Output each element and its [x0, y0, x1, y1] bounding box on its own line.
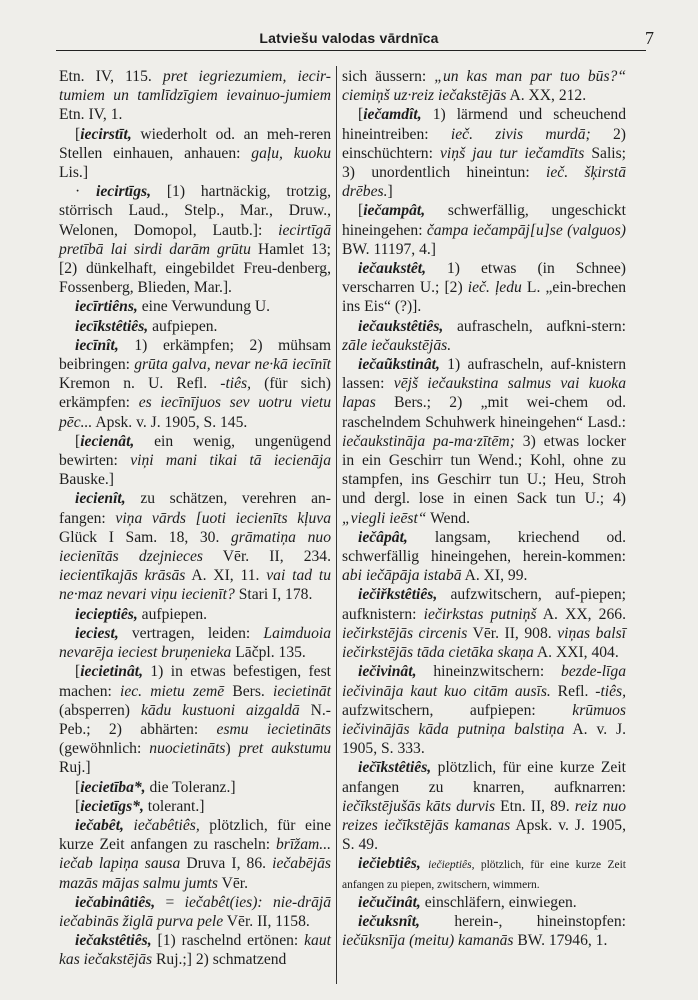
dictionary-entry: [59, 182, 331, 297]
dictionary-entry: [342, 662, 626, 758]
entry-text: ieč. ļedu: [467, 279, 522, 297]
entry-text: krūmuos iečivinājās kāda putniņa balstiņa: [342, 701, 626, 738]
entry-text: ·: [75, 183, 97, 201]
entry-text: N.-Peb.; 2) abhärten:: [59, 701, 331, 738]
entry-text: plötzlich, für eine kurze Zeit anfangen zu knarren, aufknarren:: [342, 759, 626, 796]
entry-text: Lāčpl. 135.: [231, 644, 306, 662]
headword: iečivinât,: [358, 663, 417, 681]
entry-text: reiz nuo reizes iečīkstējās kamanas: [342, 797, 626, 834]
entry-text: aufpiepen.: [148, 317, 218, 335]
entry-text: zu schätzen, verehren an-fangen:: [59, 490, 331, 527]
entry-text: (gewöhnlich:: [59, 740, 150, 758]
entry-text: -tiês,: [595, 682, 627, 700]
left-column: [59, 67, 331, 970]
entry-text: A. v. J. 1905, S. 333.: [342, 720, 626, 758]
dictionary-entry: [342, 854, 626, 892]
entry-text: Salis; 3) unordentlich hineintun:: [342, 144, 627, 182]
entry-text: 1) aufrascheln, auf-knistern lassen:: [342, 356, 626, 393]
entry-text: „viegli ieēst“: [342, 509, 427, 527]
headword: iečampât,: [363, 202, 426, 220]
entry-text: die Toleranz.]: [145, 778, 236, 796]
headword: iecirtīgs,: [96, 183, 152, 201]
entry-text: Vēr.: [218, 874, 249, 892]
entry-text: plötzlich, für eine kurze Zeit anfangen zu rascheln:: [59, 816, 332, 854]
headword: iečaukstêtiês,: [358, 317, 444, 335]
dictionary-entry: [59, 662, 331, 777]
dictionary-entry: [59, 489, 331, 604]
entry-text: vai tad tu ne·maz nevari viņu iecienīt?: [59, 567, 331, 604]
entry-text: Vēr. II, 908.: [467, 624, 558, 642]
entry-text: Druva I, 86.: [180, 855, 273, 873]
entry-text: aufzwitschern, auf-piepen; aufknistern:: [342, 586, 626, 623]
dictionary-entry: [342, 893, 626, 912]
entry-text: 1) etwas (in Schnee) verscharren U.; [2): [342, 260, 626, 297]
entry-text: aufrascheln, aufkni-stern:: [443, 317, 626, 335]
entry-text: [1) hartnäckig, trotzig, störrisch Laud., Stelp., Mar., Druw., Welonen, Domopol, Lautb.]:: [59, 183, 331, 239]
entry-text: Etn. IV, 115.: [59, 68, 163, 85]
entry-text: wiederholt od. an meh-reren Stellen einhauen, anhauen:: [59, 125, 331, 162]
entry-text: iecietināt: [272, 682, 332, 700]
entry-text: L. „ein-brechen ins Eis“ (?)].: [342, 279, 626, 316]
headword: iecieptiês,: [75, 605, 138, 623]
dictionary-entry: [59, 778, 331, 797]
dictionary-entry: [342, 317, 626, 355]
entry-text: A. XI, 11.: [185, 567, 267, 585]
entry-text: Bauske.]: [59, 471, 114, 489]
entry-text: es iecīnījuos sev uotru vietu pēc...: [59, 394, 331, 431]
entry-text: iečīkstējušās kāts durvis: [342, 797, 496, 815]
entry-text: eine Verwundung U.: [137, 298, 271, 316]
entry-text: esmu iecietināts: [216, 720, 331, 738]
dictionary-entry: [59, 297, 331, 316]
right-column: [342, 67, 626, 950]
entry-text: gaļu, kuoku: [251, 144, 331, 162]
entry-text: grūta galva, nevar ne·kā iecīnīt: [134, 356, 331, 374]
entry-text: schwerfällig, ungeschickt hineingehen:: [342, 202, 626, 239]
entry-text: nie-drājā iečabinās žiglā purva pele: [59, 893, 332, 930]
entry-text: vējš iečaukstina salmus vai kuoka lapas: [342, 375, 626, 412]
entry-text: Kremon n. U. Refl.: [59, 375, 221, 393]
entry-text: 1) erkämpfen; 2) mühsam beibringen:: [59, 336, 331, 374]
entry-text: iecirtīgā pretībā lai sirdi darām grūtu: [59, 221, 331, 258]
entry-text: Etn. II, 89.: [495, 797, 575, 815]
headword: iečamdît,: [363, 106, 422, 124]
page-number: 7: [645, 28, 654, 48]
entry-text: =: [155, 893, 185, 911]
entry-text: nuocietināts: [149, 740, 226, 758]
entry-text: brīžam... iečab lapiņa sausa: [59, 836, 331, 873]
entry-text: kādu kustuoni aizgaldā: [140, 701, 300, 719]
entry-text: Laimduoia nevarēja ieciest bruņenieka: [59, 624, 331, 662]
entry-text: viņa vārds [uoti iecienīts kļuva: [115, 509, 331, 527]
dictionary-entry: [59, 125, 331, 183]
entry-text: ): [225, 740, 239, 758]
entry-text: einschläfern, einwiegen.: [420, 893, 577, 911]
entry-text: BW. 17946, 1.: [513, 932, 608, 950]
entry-text: 2) einschüchtern:: [342, 125, 626, 162]
entry-text: BW. 11197, 4.]: [342, 240, 436, 258]
header-rule: [56, 50, 646, 51]
entry-text: A. XX, 266.: [536, 605, 626, 623]
entry-text: iečirkstas putniņš: [423, 605, 537, 623]
entry-text: [: [75, 432, 81, 450]
entry-text: Etn. IV, 1.: [59, 106, 123, 124]
entry-text: A. XI, 99.: [461, 567, 528, 585]
entry-text: viņas balsī iečirkstējās tāda cietāka skaņa: [342, 624, 626, 662]
headword: iečakstêtiês,: [75, 932, 152, 950]
entry-text: pret aukstumu: [238, 740, 331, 758]
entry-text: grāmatiņa nuo iecienītās dzejnieces: [59, 528, 331, 566]
entry-text: 1) lärmend und scheuchend hineintreiben:: [342, 106, 626, 143]
entry-text: langsam, kriechend od. schwerfällig hineingehen, herein-kommen:: [342, 528, 626, 566]
headword: ieciest,: [75, 624, 119, 642]
entry-text: aufzwitschern, aufpiepen:: [342, 701, 573, 719]
entry-text: Apsk. v. J. 1905, S. 145.: [92, 413, 248, 431]
dictionary-entry: [59, 816, 331, 893]
entry-text: A. XX, 212.: [506, 87, 587, 105]
entry-text: Bers.; 2) „mit wei-chem od. raschelndem Schuhwerk hineingehen“ Lasd.:: [342, 394, 626, 431]
entry-text: Vēr. II, 1158.: [223, 912, 310, 930]
entry-text: 3) etwas locker in ein Geschirr tun Wend.; Kohl, ohne zu stampfen, ins Geschirr tun U.; Heu, Stroh und dergl. lose in einen Sack tun U.; 4): [342, 432, 626, 508]
entry-text: Bers.: [224, 682, 273, 700]
entry-text: Ruj.]: [59, 759, 91, 777]
dictionary-entry: [342, 105, 626, 201]
entry-text: iečabējās mazās mājas salmu jumts: [59, 855, 331, 892]
headword: iecietīgs*,: [80, 797, 144, 815]
entry-text: abi iečāpāja istabā: [342, 567, 462, 585]
entry-text: „un kas man par tuo būs?“ ciemiņš uz·reiz iečakstējās: [342, 68, 626, 105]
dictionary-entry: [342, 528, 626, 586]
entry-text: čampa iečampāj[u]se (valguos): [426, 221, 626, 239]
column-divider: [336, 66, 337, 984]
dictionary-entry: [59, 797, 331, 816]
dictionary-entry: [342, 912, 626, 950]
entry-text: [: [75, 125, 81, 143]
headword: iečaũkstinât,: [358, 356, 440, 374]
headword: iečaukstêt,: [358, 260, 426, 278]
entry-text: sich äussern:: [342, 68, 435, 85]
entry-text: iecientīkajās krāsās: [59, 567, 186, 585]
entry-text: ieč. šķirstā drēbes.: [342, 164, 627, 201]
entry-text: Ruj.;] 2) schmatzend: [152, 951, 287, 969]
dictionary-entry: [59, 624, 331, 662]
headword: iečīkstêtiês,: [358, 759, 432, 777]
entry-text: viņš jau tur iečamdīts: [440, 144, 585, 162]
entry-text: iečieptiês,: [428, 859, 475, 872]
dictionary-entry: [342, 585, 626, 662]
headword: iečâpât,: [358, 528, 408, 546]
entry-text: Glück I Sam. 18, 30.: [59, 528, 231, 546]
headword: iečabêt,: [75, 816, 124, 834]
running-title: Latviešu valodas vārdnīca: [259, 30, 439, 46]
dictionary-entry: [342, 67, 626, 105]
entry-text: [263, 894, 273, 911]
entry-text: ieč. zivis murdā;: [450, 125, 591, 143]
entry-text: herein-, hineinstopfen:: [419, 912, 626, 930]
entry-text: [: [358, 106, 364, 124]
entry-text: -tiês,: [220, 375, 252, 393]
entry-text: iečūksnīja (meitu) kamanās: [342, 932, 514, 950]
dictionary-entry: [342, 201, 626, 259]
entry-text: kaut kas iečakstējās: [59, 932, 331, 969]
entry-text: Apsk. v. J. 1905, S. 49.: [342, 816, 626, 854]
entry-text: Hamlet 13; [2) dünkelhaft, eingebildet Freu-denberg, Fossenberg, Blieden, Mar.].: [59, 240, 331, 297]
entry-text: pret iegriezumiem, iecir-tumiem un tamlīdzīgiem ievainuo-jumiem: [59, 68, 331, 105]
headword: iecīrtiêns,: [75, 298, 138, 316]
headword: iecīkstêtiês,: [75, 317, 149, 335]
entry-text: Wend.: [426, 509, 470, 527]
dictionary-entry: [342, 355, 626, 528]
entry-text: iečirkstējās circenis: [342, 624, 468, 642]
headword: iecietinât,: [80, 663, 143, 681]
headword: iečučinât,: [358, 893, 421, 911]
entry-text: [: [75, 778, 81, 796]
entry-text: tolerant.]: [143, 797, 205, 815]
entry-text: A. XXI, 404.: [533, 644, 619, 662]
dictionary-entry: [59, 336, 331, 432]
headword: iečiebtiês,: [358, 855, 421, 873]
entry-text: iečaukstināja pa-ma·zītēm;: [342, 432, 515, 450]
dictionary-entry: [59, 605, 331, 624]
dictionary-entry: [342, 259, 626, 317]
entry-text: ]: [387, 183, 393, 201]
entry-text: [: [358, 202, 364, 220]
entry-text: Stari I, 178.: [234, 586, 313, 604]
headword: iecienât,: [80, 432, 135, 450]
dictionary-entry: [59, 67, 331, 125]
entry-text: [1) raschelnd ertönen:: [151, 932, 305, 950]
entry-text: vertragen, leiden:: [118, 624, 264, 642]
headword: iecietība*,: [80, 778, 146, 796]
entry-text: Vēr. II, 234.: [202, 548, 331, 566]
headword: iecienît,: [75, 490, 126, 508]
entry-text: [: [75, 663, 81, 681]
entry-text: iečabêt(ies):: [184, 893, 263, 911]
entry-text: zāle iečaukstējās.: [342, 336, 452, 354]
entry-text: hineinzwitschern:: [416, 663, 562, 681]
entry-text: viņi mani tikai tā iecienāja: [130, 452, 331, 470]
entry-text: bezde-līga iečivināja kaut kuo citām ausīs.: [342, 663, 626, 700]
headword: iečabinâtiês,: [75, 893, 156, 911]
dictionary-entry: [59, 317, 331, 336]
headword: iečiřkstêtiês,: [358, 586, 438, 604]
entry-text: Lis.]: [59, 164, 89, 182]
entry-text: 1) in etwas befestigen, fest machen:: [59, 663, 331, 700]
headword: iečuksnît,: [358, 912, 420, 930]
dictionary-entry: [342, 758, 626, 854]
entry-text: [: [75, 797, 81, 815]
entry-text: aufpiepen.: [137, 605, 208, 623]
entry-text: (absperren): [59, 701, 141, 719]
dictionary-entry: [59, 931, 331, 969]
entry-text: plötzlich, für eine kurze Zeit anfangen zu piepen, zwitschern, wimmern.: [342, 859, 627, 891]
entry-text: ein wenig, ungenügend bewirten:: [59, 432, 331, 470]
entry-text: iečabêtiês,: [133, 816, 200, 834]
entry-text: Refl.: [550, 682, 596, 700]
entry-text: iec. mietu zemē: [119, 682, 225, 700]
dictionary-entry: [59, 432, 331, 490]
headword: iecirstīt,: [80, 125, 132, 143]
entry-text: (für sich) erkämpfen:: [59, 375, 332, 412]
dictionary-entry: [59, 893, 331, 931]
headword: iecīnît,: [75, 336, 119, 354]
